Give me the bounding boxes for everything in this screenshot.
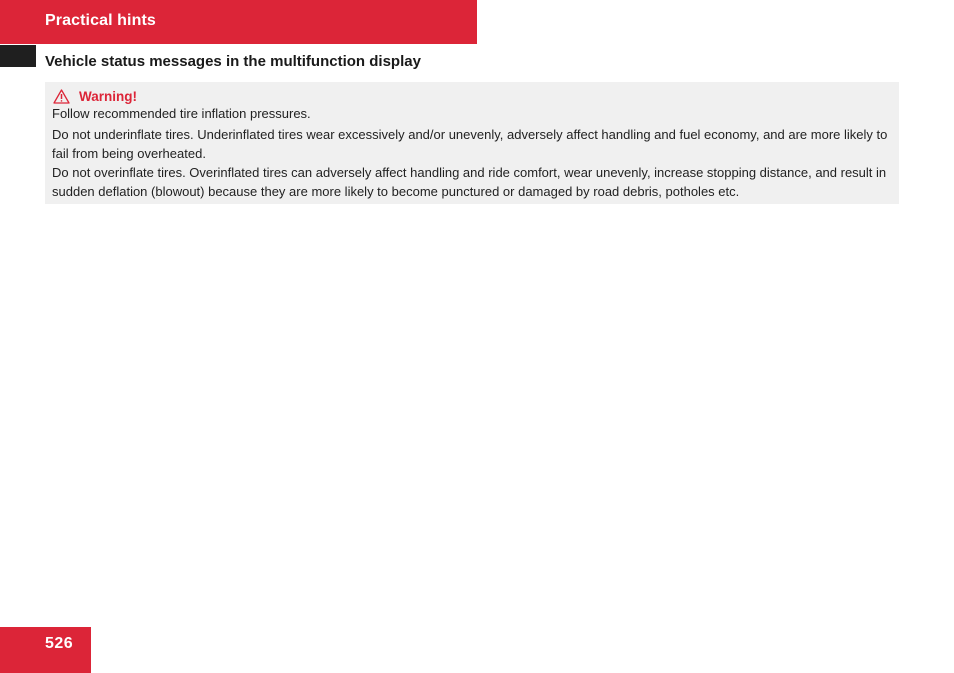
page-number-box: [0, 627, 91, 673]
warning-triangle-icon: [53, 89, 70, 104]
warning-box: [45, 82, 899, 204]
warning-header: [53, 86, 137, 106]
chapter-title: Practical hints: [45, 12, 156, 29]
warning-paragraph: Follow recommended tire inflation pressures.: [52, 106, 311, 121]
warning-paragraph: Do not overinflate tires. Overinflated tires can adversely affect handling and ride comfort, wear unevenly, increase stopping distance, and result in sudden deflation (blowout) because they are more likely to become punctured or damaged by road debris, potholes etc.: [52, 165, 887, 199]
chapter-header-bar: [0, 0, 477, 44]
chapter-tab-marker: [0, 45, 36, 67]
section-title: Vehicle status messages in the multifunction display: [45, 53, 421, 70]
warning-paragraph: Do not underinflate tires. Underinflated tires wear excessively and/or unevenly, adversely affect handling and fuel economy, and are more likely to fail from being overheated.: [52, 127, 888, 161]
page-number: 526: [45, 635, 74, 652]
warning-label: Warning!: [79, 88, 137, 104]
